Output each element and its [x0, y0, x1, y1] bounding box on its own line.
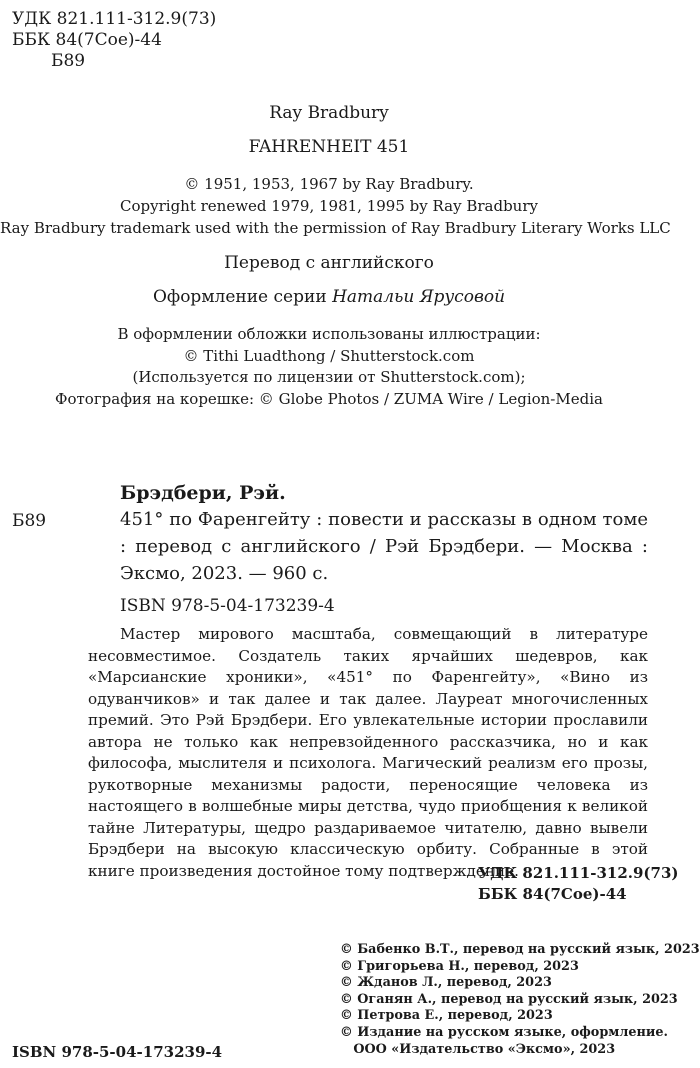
isbn-bottom: ISBN 978-5-04-173239-4: [12, 1043, 223, 1061]
illustration-credits: [0, 324, 658, 410]
credit-line: В оформлении обложки использованы иллюстрации:: [117, 325, 541, 343]
catalog-description: 451° по Фаренгейту : повести и рассказы в одном томе : перевод с английского / Рэй Брэдбери. — Москва : Эксмо, 2023. — 960 с.: [120, 509, 648, 584]
annotation-text: Мастер мирового масштаба, совмещающий в литературе несовместимое. Создатель таких ярчайших шедевров, как «Марсианские хроники», «451° по Фаренгейту», «Вино из одуванчиков» и так далее и так далее. Лауреат многочисленных премий. Это Рэй Брэдбери. Его увлекательные истории прославили автора не только как непревзойденного рассказчика, но и как философа, мыслителя и психолога. Магический реализм его прозы, рукотворные механизмы радости, переносящие человека из настоящего в волшебные миры детства, чудо приобщения к великой тайне Литературы, щедро раздариваемое читателю, давно вывели Брэдбери на высокую классическую орбиту. Собранные в этой книге произведения достойное тому подтверждение.: [88, 625, 648, 880]
ru-copyright-line: ООО «Издательство «Эксмо», 2023: [340, 1041, 616, 1057]
copyright-block: [0, 173, 671, 239]
copyright-line: Copyright renewed 1979, 1981, 1995 by Ray Bradbury: [120, 197, 538, 215]
catalog-isbn: ISBN 978-5-04-173239-4: [120, 596, 335, 616]
catalog-mark: Б89: [12, 511, 47, 531]
ru-copyrights: [340, 942, 700, 1058]
title-en: FAHRENHEIT 451: [248, 137, 410, 157]
bbk-code-bottom: ББК 84(7Сое)-44: [478, 885, 627, 903]
series-design-prefix: Оформление серии: [152, 287, 333, 307]
credit-line: © Tithi Luadthong / Shutterstock.com: [183, 346, 475, 365]
credit-line: Фотография на корешке: © Globe Photos / ZUMA Wire / Legion-Media: [55, 389, 603, 408]
ru-copyright-line: © Григорьева Н., перевод, 2023: [340, 958, 579, 974]
udk-code-bottom: УДК 821.111-312.9(73): [478, 864, 679, 882]
credit-line: (Используется по лицензии от Shutterstock.com);: [132, 368, 526, 386]
ru-copyright-line: © Жданов Л., перевод, 2023: [340, 975, 552, 991]
classification-block: [12, 9, 216, 72]
udk-bottom-block: [478, 863, 679, 905]
copyright-line: Ray Bradbury trademark used with the permission of Ray Bradbury Literary Works LLC: [0, 219, 671, 237]
udk-code: УДК 821.111-312.9(73): [12, 9, 217, 29]
ru-copyright-line: © Оганян А., перевод на русский язык, 2023: [340, 991, 678, 1007]
author-mark: Б89: [51, 51, 86, 71]
copyright-line: © 1951, 1953, 1967 by Ray Bradbury.: [184, 175, 474, 193]
series-design: [0, 287, 658, 307]
annotation: [88, 624, 648, 882]
translation-note: Перевод с английского: [224, 253, 434, 273]
catalog-heading: Брэдбери, Рэй.: [120, 482, 286, 504]
series-designer-name: Натальи Ярусовой: [332, 287, 506, 307]
ru-copyright-line: © Петрова Е., перевод, 2023: [340, 1008, 553, 1024]
bbk-code: ББК 84(7Сое)-44: [12, 30, 162, 50]
author-en: Ray Bradbury: [269, 103, 389, 123]
ru-copyright-line: © Бабенко В.Т., перевод на русский язык, 2023: [340, 942, 700, 957]
ru-copyright-line: © Издание на русском языке, оформление.: [340, 1024, 669, 1040]
